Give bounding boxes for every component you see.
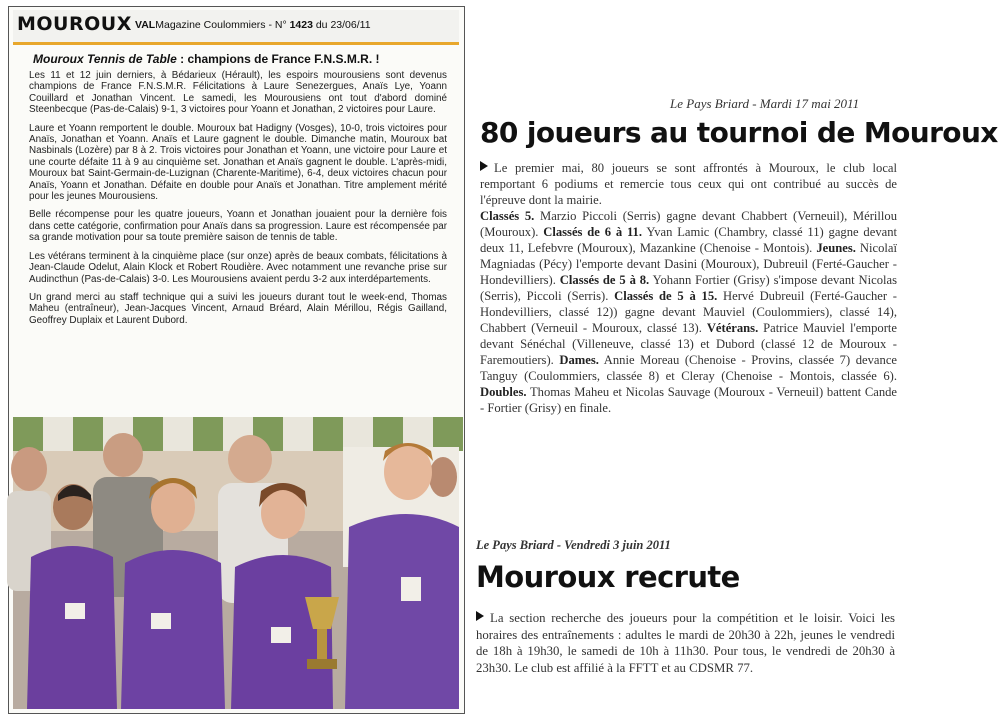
team-photo: [13, 417, 459, 709]
article2-source: Le Pays Briard - Vendredi 3 juin 2011: [476, 538, 671, 552]
article1-title: 80 joueurs au tournoi de Mouroux: [480, 116, 998, 149]
masthead-info: [135, 19, 371, 31]
segment-label: Doubles.: [480, 385, 527, 399]
article1-intro: Le premier mai, 80 joueurs se sont affrontés à Mouroux, le club local remportant 6 podiums et remercie tous ceux qui ont contribué au succès de l'épreuve dont la mairie.: [480, 161, 897, 207]
article2-text: La section recherche des joueurs pour la compétition et le loisir. Voici les horaires des entraînements : adultes le mardi de 20h30 à 22h, jeunes le vendredi de 18h à 19h30, le samedi de 10h à 11h30. Pour tous, le vendredi de 20h30 à 23h30. Le club est affilié à la FFTT et au CDSMR 77.: [476, 611, 895, 675]
magazine-prefix: VAL: [135, 19, 156, 31]
segment-label: Vétérans.: [706, 321, 759, 335]
segment-text: Hervé Dubreuil (Ferté-Gaucher - Hondevilliers, classé 12)) gagne devant Mauviel (Coulommiers), classé 14), Chabbert (Verneuil - Mouroux, classé 13).: [480, 289, 897, 335]
val-magazine-clipping: [8, 6, 465, 714]
masthead: [13, 10, 459, 45]
segment-label: Dames.: [559, 353, 599, 367]
issue-number: 1423: [289, 19, 313, 31]
segment-label: Classés 5.: [480, 209, 535, 223]
headline-italic: Mouroux Tennis de Table: [33, 52, 177, 66]
segment-label: Classés de 5 à 8.: [559, 273, 650, 287]
bullet-icon: [476, 611, 484, 621]
segment-text: Patrice Mauviel l'emporte devant Sénéchal (Villeneuve, classé 13) et Dubord (classé 12 de Mouroux - Faremoutiers).: [480, 321, 897, 367]
segment-text: Annie Moreau (Chenoise - Provins, classée 7) devance Tanguy (Coulommiers, classée 8) et Cleray (Chenoise - Montois, classée 6).: [480, 353, 897, 383]
segment-text: Yohann Fortier (Grisy) s'impose devant Nicolas (Serris), Piccoli (Serris).: [480, 273, 897, 303]
bullet-icon: [480, 161, 488, 171]
paragraph: Belle récompense pour les quatre joueurs, Yoann et Jonathan jouaient pour la dernière fois dans cette catégorie, confirmation pour Anaïs dans sa progression. Laure est récompensée par sa grande motivation pour sa toute première saison de tennis de table.: [29, 209, 447, 244]
left-article-body: [29, 70, 447, 333]
paragraph: Les vétérans terminent à la cinquième place (sur onze) après de beaux combats, félicitations à Jean-Claude Odelut, Alain Klock et Robert Roudière. Avec notamment une revanche prise sur Audincthun (Pas-de-Calais) 3-0. Les Mourousiens avaient perdu 3-2 aux interdépartements.: [29, 250, 447, 285]
headline-rest: : champions de France F.N.S.M.R. !: [176, 52, 380, 66]
paragraph: Les 11 et 12 juin derniers, à Bédarieux (Hérault), les espoirs mourousiens sont devenus champions de France F.N.S.M.R. Félicitations à Laure Senezergues, Anaïs Lye, Yoann Couillard et Jonathan Vincent. Le samedi, les Mourousiens ont tout d'abord dominé Steenbecque (Pas-de-Calais) 9-1, 3 victoires pour Yoann et Jonathan, 2 victoires pour Laure.: [29, 70, 447, 116]
segment-text: Yvan Lamic (Chambry, classé 11) gagne devant deux 11, Lefebvre (Mouroux), Mazankine (Chenoise - Montois).: [480, 225, 897, 255]
segment-text: Marzio Piccoli (Serris) gagne devant Chabbert (Verneuil), Mérillou (Mouroux).: [480, 209, 898, 239]
article1-source: Le Pays Briard - Mardi 17 mai 2011: [670, 96, 860, 111]
paragraph: Un grand merci au staff technique qui a suivi les joueurs durant tout le week-end, Thomas Maheu (entraîneur), Jean-Jacques Vincent, Arnaud Bréard, Alain Mérillou, Régis Gailland, Geoffrey Duplaix et Laurent Dubord.: [29, 291, 447, 326]
segment-label: Classés de 6 à 11.: [543, 225, 643, 239]
left-headline: [33, 52, 443, 66]
segment-text: Nicolaï Magniadas (Pécy) l'emporte devant Dasini (Mouroux), Dubreuil (Ferté-Gaucher - Hondevilliers).: [480, 241, 897, 287]
segment-label: Classés de 5 à 15.: [614, 289, 718, 303]
team-photo-illustration: [13, 417, 459, 709]
masthead-town: MOUROUX: [17, 13, 132, 35]
paragraph: Laure et Yoann remportent le double. Mouroux bat Hadigny (Vosges), 10-0, trois victoires pour Anaïs, Jonathan et Yoann. Anaïs et Laure gagnent le double. Dimanche matin, Mouroux bat Nasbinals (Lozère) par 8 à 2. Trois victoires pour Jonathan et Yoann, une victoire pour Laure et une courte défaite 11 à 9 au cinquième set. Jonathan et Anaïs gagnent le double. L'après-midi, Mouroux bat Saint-Germain-de-Luzignan (Charente-Maritime), 6-4, deux victoires chacun pour Anaïs, Yoann et Jonathan. Défaite en double pour Anaïs et Jonathan. Titre amplement mérité pour les jeunes Mourousiens.: [29, 122, 447, 203]
issue-date: du 23/06/11: [315, 19, 371, 31]
segment-label: Jeunes.: [816, 241, 856, 255]
article2-body: [476, 610, 895, 676]
article1-body: [480, 160, 897, 416]
magazine-rest: Magazine Coulommiers - N°: [155, 19, 287, 31]
article2-title: Mouroux recrute: [476, 560, 740, 594]
segment-text: Thomas Maheu et Nicolas Sauvage (Mouroux - Verneuil) battent Cande - Fortier (Grisy) en finale.: [480, 385, 897, 415]
